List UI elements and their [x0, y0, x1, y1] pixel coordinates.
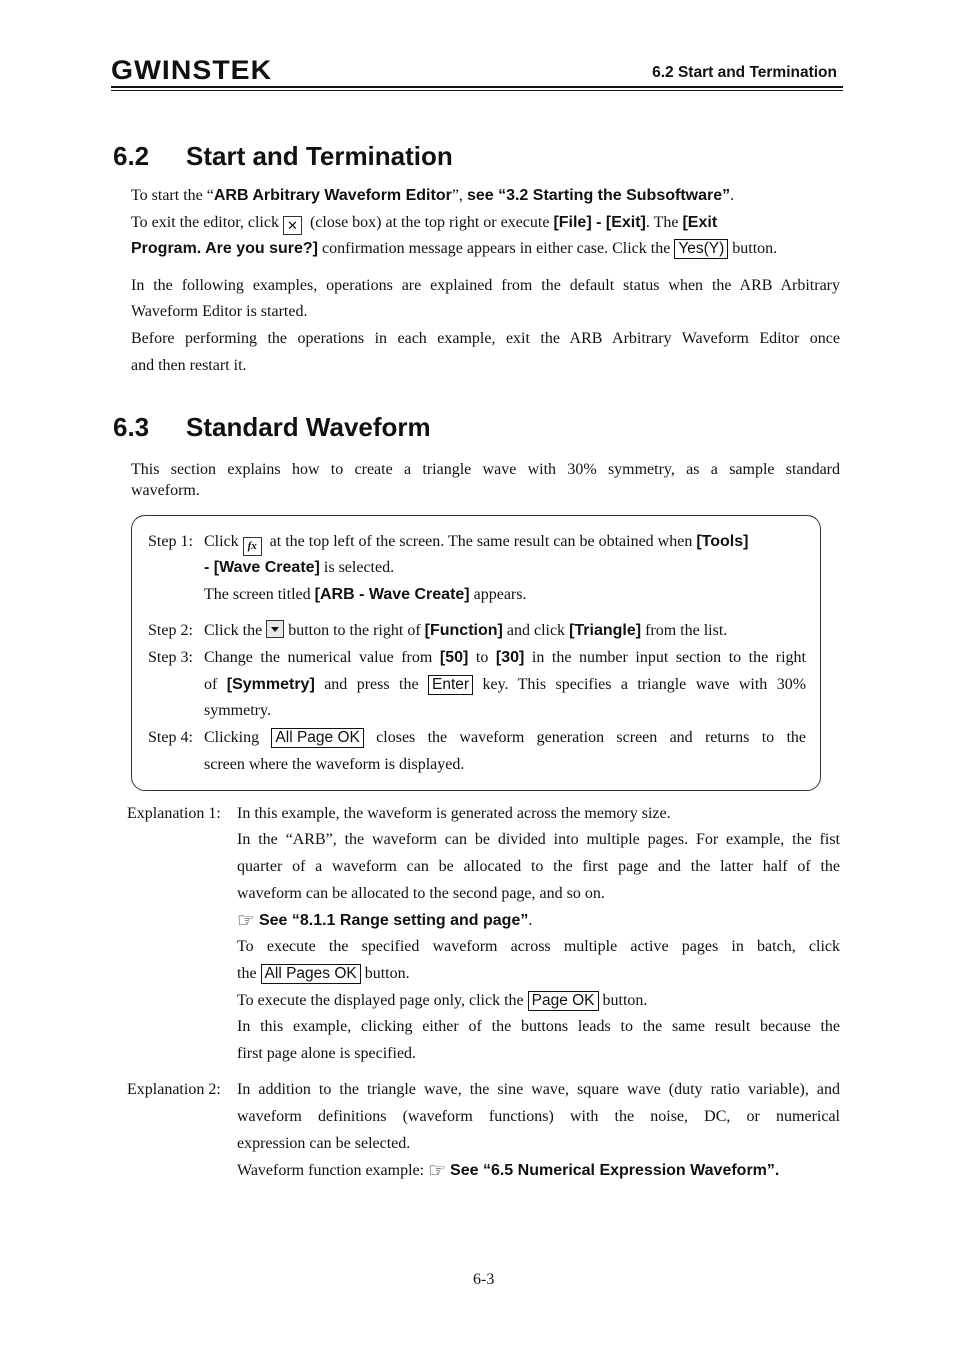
step-1-label: Step 1: — [148, 533, 193, 550]
explanation-1-line: In this example, clicking either of the buttons leads to the same result because the — [237, 1018, 840, 1035]
explanation-2-line: expression can be selected. — [237, 1135, 411, 1152]
paragraph-restart: Before performing the operations in each example, exit the ARB Arbitrary Waveform Editor once — [131, 330, 840, 347]
pointing-hand-icon: ☞ — [428, 1160, 447, 1182]
section-intro: This section explains how to create a triangle wave with 30% symmetry, as a sample standard — [131, 461, 840, 478]
explanation-1-reference: ☞ See “8.1.1 Range setting and page”. — [237, 910, 533, 932]
explanation-2-line: In addition to the triangle wave, the sine wave, square wave (duty ratio variable), and — [237, 1081, 840, 1098]
explanation-2-line: waveform definitions (waveform functions) with the noise, DC, or numerical — [237, 1108, 840, 1125]
explanation-2-reference: Waveform function example: ☞ See “6.5 Numerical Expression Waveform”. — [237, 1160, 780, 1182]
page-ok-label: Page OK — [528, 991, 599, 1011]
section-heading-6-3 — [113, 412, 431, 443]
enter-key-label: Enter — [428, 675, 473, 695]
section-intro-2: waveform. — [131, 482, 200, 499]
paragraph-examples: In the following examples, operations are explained from the default status when the ARB Arbitrary — [131, 277, 840, 294]
explanation-1-line: waveform can be allocated to the second page, and so on. — [237, 885, 605, 902]
function-fx-icon: fx — [243, 537, 262, 556]
paragraph-start: To start the “ARB Arbitrary Waveform Editor”, see “3.2 Starting the Subsoftware”. — [131, 187, 735, 204]
dropdown-arrow-icon — [266, 620, 284, 638]
section-title: Start and Termination — [186, 141, 453, 171]
all-pages-ok-label: All Pages OK — [261, 964, 361, 984]
step-3-line-1: Change the numerical value from [50] to [30] in the number input section to the right — [204, 649, 806, 666]
all-page-ok-label: All Page OK — [271, 728, 363, 748]
running-title: 6.2 Start and Termination — [652, 64, 837, 81]
page-number: 6-3 — [473, 1271, 495, 1288]
explanation-1-line: In this example, the waveform is generated across the memory size. — [237, 805, 671, 822]
step-2-line-1: Click the button to the right of [Function] and click [Triangle] from the list. — [204, 622, 728, 639]
step-2-label: Step 2: — [148, 622, 193, 639]
paragraph-confirm: Program. Are you sure?] confirmation message appears in either case. Click the Yes(Y) button. — [131, 240, 778, 257]
header-rule — [111, 86, 843, 88]
step-4-label: Step 4: — [148, 729, 193, 746]
step-4-line-1: Clicking All Page OK closes the waveform generation screen and returns to the — [204, 729, 807, 746]
pointing-hand-icon: ☞ — [237, 910, 255, 932]
yes-button-label: Yes(Y) — [674, 239, 728, 259]
paragraph-exit: To exit the editor, click ✕ (close box) at the top right or execute [File] - [Exit]. The [Exit — [131, 214, 718, 233]
step-1-line-1: Click fx at the top left of the screen. The same result can be obtained when [Tools] — [204, 529, 748, 556]
close-box-icon: ✕ — [283, 216, 302, 235]
section-title: Standard Waveform — [186, 412, 431, 442]
explanation-2-label: Explanation 2: — [127, 1081, 221, 1098]
explanation-1-line: first page alone is specified. — [237, 1045, 417, 1062]
section-heading-6-2 — [113, 141, 453, 172]
explanation-1-line: the All Pages OK button. — [237, 965, 410, 982]
paragraph-examples-2: Waveform Editor is started. — [131, 303, 308, 320]
explanation-1-line: quarter of a waveform can be allocated to the first page and the latter half of the — [237, 858, 840, 875]
step-1-line-2: - [Wave Create] is selected. — [204, 559, 395, 576]
header-rule-thin — [111, 90, 843, 91]
gwinstek-logo: GWINSTEK — [111, 55, 273, 85]
explanation-1-line: To execute the displayed page only, click the Page OK button. — [237, 992, 648, 1009]
explanation-1-line: To execute the specified waveform across multiple active pages in batch, click — [237, 938, 840, 955]
step-3-line-3: symmetry. — [204, 702, 271, 719]
section-number: 6.3 — [113, 412, 150, 442]
explanation-1-line: In the “ARB”, the waveform can be divided into multiple pages. For example, the fist — [237, 831, 840, 848]
section-number: 6.2 — [113, 141, 150, 171]
step-4-line-2: screen where the waveform is displayed. — [204, 756, 465, 773]
step-3-label: Step 3: — [148, 649, 193, 666]
explanation-1-label: Explanation 1: — [127, 805, 221, 822]
step-3-line-2: of [Symmetry] and press the Enter key. This specifies a triangle wave with 30% — [204, 676, 807, 693]
paragraph-restart-2: and then restart it. — [131, 357, 247, 374]
step-1-line-3: The screen titled [ARB - Wave Create] appears. — [204, 586, 527, 603]
